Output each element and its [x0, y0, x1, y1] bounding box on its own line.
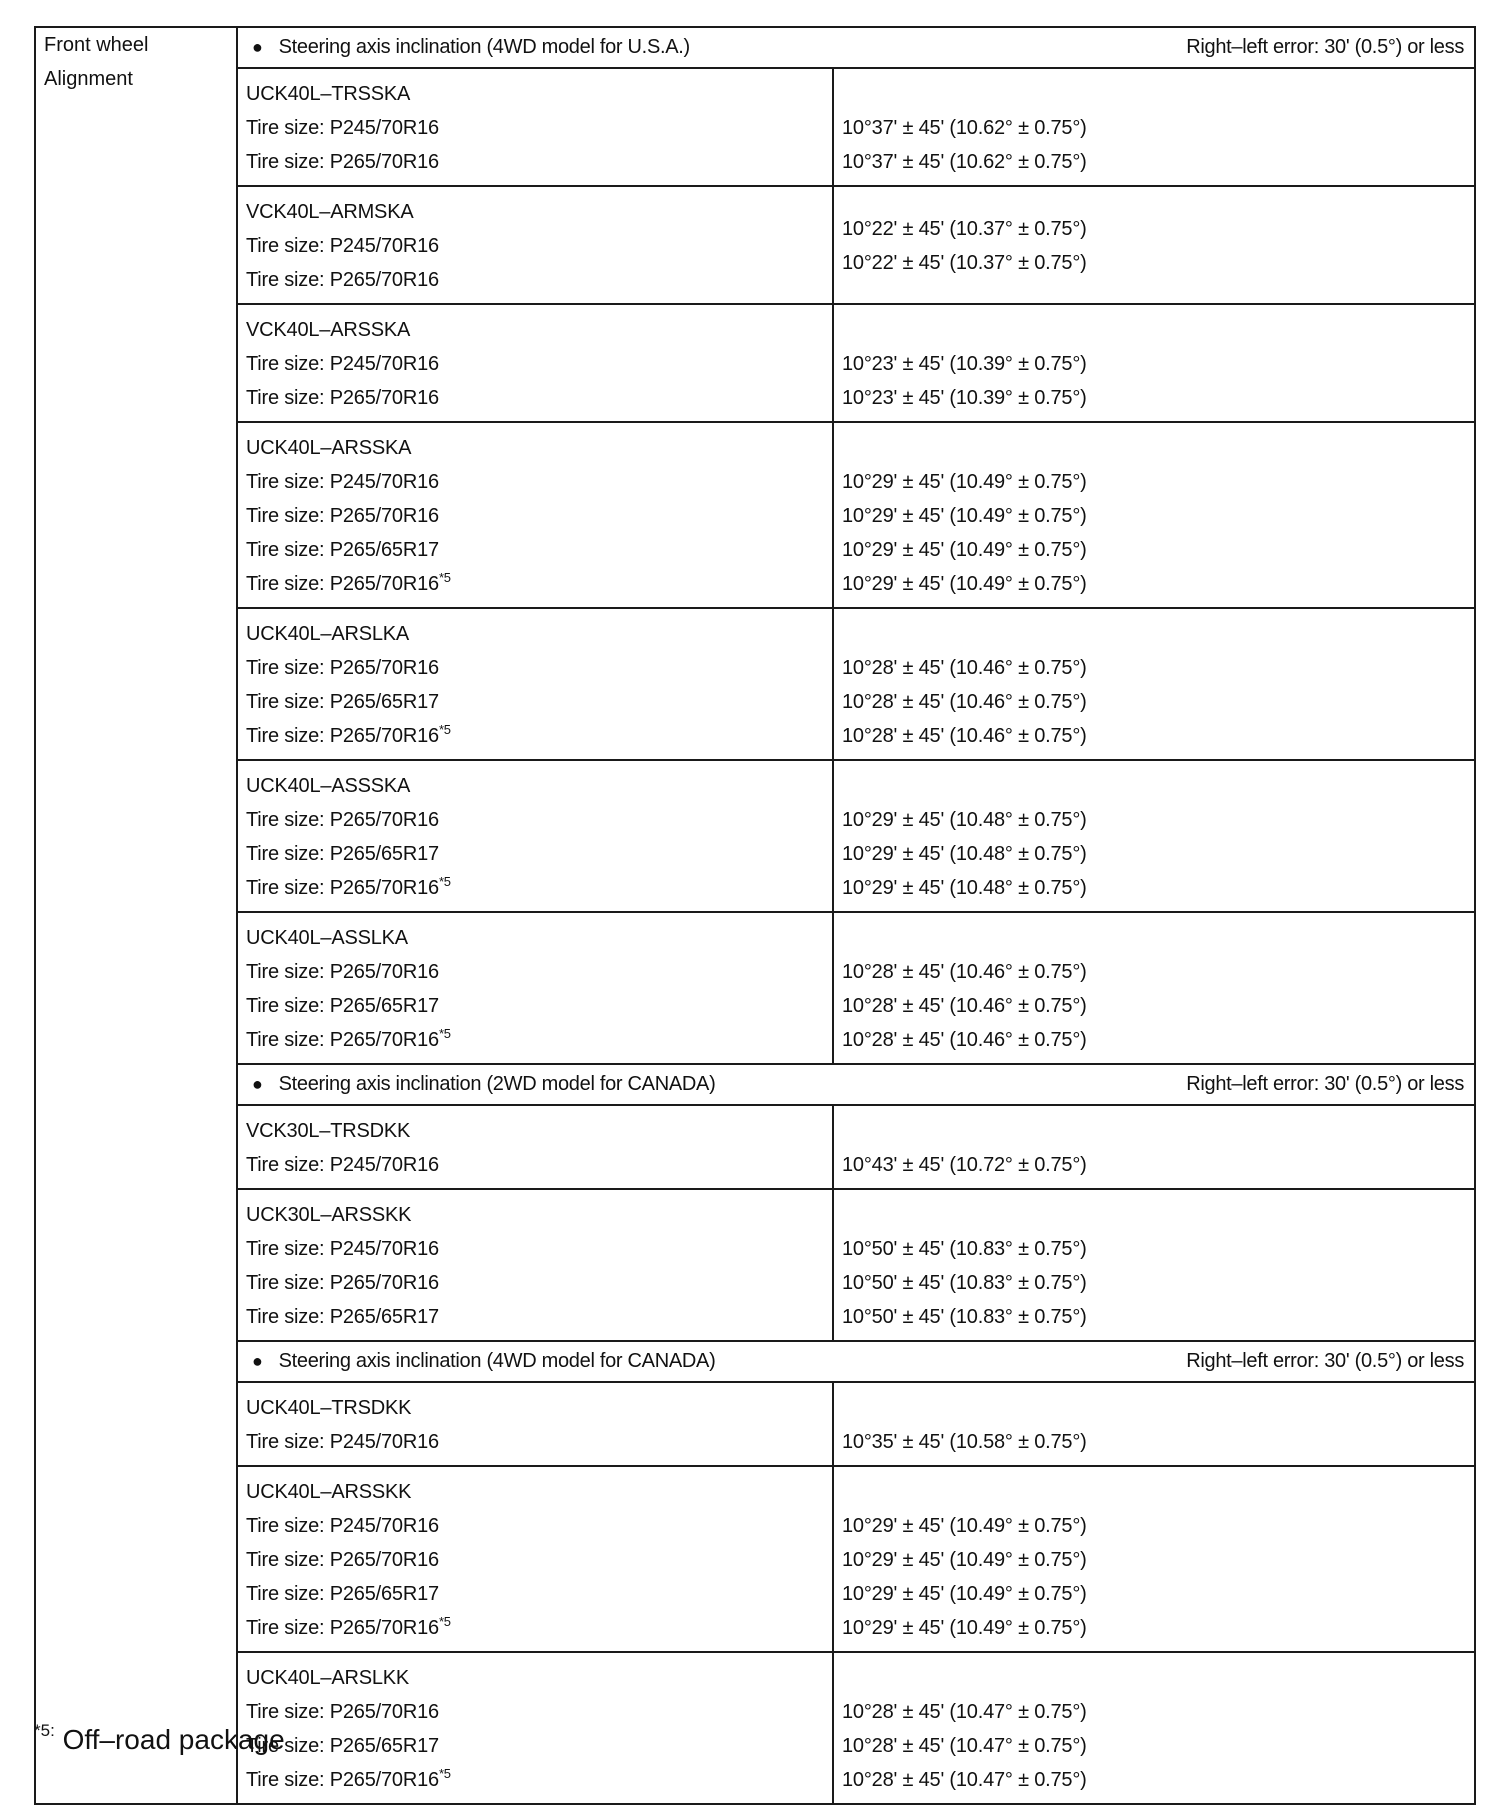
tire-size-text: Tire size: P265/70R16 — [246, 809, 439, 831]
tire-size — [246, 1300, 832, 1334]
inclination-value: 10°29' ± 45' (10.49° ± 0.75°) — [842, 1515, 1087, 1537]
footnote-ref: *5 — [438, 570, 451, 585]
model-cell — [237, 1466, 833, 1652]
value-cell — [833, 422, 1475, 608]
inclination-value: 10°28' ± 45' (10.47° ± 0.75°) — [842, 1735, 1087, 1757]
model-code: UCK40L–TRSDKK — [246, 1397, 412, 1419]
inclination-value: 10°29' ± 45' (10.48° ± 0.75°) — [842, 877, 1087, 899]
inclination-value: 10°22' ± 45' (10.37° ± 0.75°) — [842, 252, 1087, 274]
model-row — [35, 1466, 1475, 1652]
tire-size-text: Tire size: P265/70R16 — [246, 1549, 439, 1571]
tire-size — [246, 685, 832, 719]
tire-size-text: Tire size: P245/70R16 — [246, 353, 439, 375]
model-row — [35, 1105, 1475, 1189]
tire-size — [246, 837, 832, 871]
inclination-value: 10°28' ± 45' (10.46° ± 0.75°) — [842, 725, 1087, 747]
model-row — [35, 912, 1475, 1064]
tire-size — [246, 1425, 832, 1459]
inclination-value: 10°29' ± 45' (10.49° ± 0.75°) — [842, 539, 1087, 561]
section-header-row — [35, 1064, 1475, 1105]
model-cell — [237, 1105, 833, 1189]
model-row — [35, 760, 1475, 912]
inclination-value: 10°37' ± 45' (10.62° ± 0.75°) — [842, 151, 1087, 173]
tire-size — [246, 499, 832, 533]
inclination-value: 10°43' ± 45' (10.72° ± 0.75°) — [842, 1154, 1087, 1176]
row-label-line-2: Alignment — [44, 68, 133, 90]
inclination-value: 10°28' ± 45' (10.46° ± 0.75°) — [842, 657, 1087, 679]
tire-size-text: Tire size: P245/70R16 — [246, 1238, 439, 1260]
tire-size-text: Tire size: P265/70R16 — [246, 657, 439, 679]
model-cell — [237, 760, 833, 912]
inclination-value: 10°29' ± 45' (10.48° ± 0.75°) — [842, 809, 1087, 831]
bullet-icon: ● — [252, 1074, 263, 1094]
tire-size-text: Tire size: P265/70R16 — [246, 269, 439, 291]
tire-size-text: Tire size: P265/70R16 — [246, 573, 439, 595]
tire-size-text: Tire size: P265/70R16 — [246, 505, 439, 527]
tire-size — [246, 1148, 832, 1182]
tire-size — [246, 955, 832, 989]
value-spacer — [842, 431, 1474, 465]
model-code: UCK40L–TRSSKA — [246, 83, 411, 105]
tire-size-text: Tire size: P265/70R16 — [246, 1617, 439, 1639]
value-cell — [833, 68, 1475, 186]
section-header-cell — [237, 27, 1475, 68]
tire-size — [246, 347, 832, 381]
value-spacer — [842, 313, 1474, 347]
value-cell — [833, 1105, 1475, 1189]
footnote — [34, 1721, 285, 1756]
tire-size-text: Tire size: P265/70R16 — [246, 725, 439, 747]
tire-size-text: Tire size: P245/70R16 — [246, 1431, 439, 1453]
model-cell — [237, 1652, 833, 1804]
inclination-value: 10°29' ± 45' (10.49° ± 0.75°) — [842, 1549, 1087, 1571]
tire-size — [246, 111, 832, 145]
section-tolerance: Right–left error: 30' (0.5°) or less — [1186, 1350, 1465, 1372]
section-title: Steering axis inclination (2WD model for CANADA) — [278, 1073, 716, 1095]
section-tolerance: Right–left error: 30' (0.5°) or less — [1186, 1073, 1465, 1095]
tire-size — [246, 803, 832, 837]
tire-size-text: Tire size: P265/70R16 — [246, 1769, 439, 1791]
tire-size — [246, 1023, 832, 1057]
alignment-spec-table — [34, 26, 1476, 1805]
tire-size-text: Tire size: P245/70R16 — [246, 117, 439, 139]
tire-size — [246, 381, 832, 415]
model-code: UCK40L–ARSLKA — [246, 623, 410, 645]
inclination-value: 10°37' ± 45' (10.62° ± 0.75°) — [842, 117, 1087, 139]
inclination-value: 10°35' ± 45' (10.58° ± 0.75°) — [842, 1431, 1087, 1453]
inclination-value: 10°29' ± 45' (10.49° ± 0.75°) — [842, 471, 1087, 493]
model-cell — [237, 422, 833, 608]
tire-size — [246, 719, 832, 753]
tire-size-text: Tire size: P265/70R16 — [246, 877, 439, 899]
model-row — [35, 422, 1475, 608]
tire-size-text: Tire size: P265/65R17 — [246, 995, 439, 1017]
value-cell — [833, 760, 1475, 912]
model-cell — [237, 608, 833, 760]
inclination-value: 10°29' ± 45' (10.48° ± 0.75°) — [842, 843, 1087, 865]
section-header-cell — [237, 1064, 1475, 1105]
spec-table-body — [35, 27, 1475, 1804]
section-header-row — [35, 1341, 1475, 1382]
inclination-value: 10°28' ± 45' (10.47° ± 0.75°) — [842, 1769, 1087, 1791]
footnote-mark: *5: — [34, 1721, 55, 1740]
tire-size-text: Tire size: P265/70R16 — [246, 1029, 439, 1051]
model-code: UCK30L–ARSSKK — [246, 1204, 412, 1226]
tire-size-text: Tire size: P265/70R16 — [246, 151, 439, 173]
model-cell — [237, 912, 833, 1064]
footnote-ref: *5 — [438, 874, 451, 889]
model-code: VCK40L–ARMSKA — [246, 201, 414, 223]
inclination-value: 10°29' ± 45' (10.49° ± 0.75°) — [842, 573, 1087, 595]
section-title: Steering axis inclination (4WD model for CANADA) — [278, 1350, 716, 1372]
footnote-text: Off–road package — [54, 1724, 285, 1755]
inclination-value: 10°28' ± 45' (10.46° ± 0.75°) — [842, 995, 1087, 1017]
tire-size — [246, 229, 832, 263]
value-spacer — [842, 1198, 1474, 1232]
tire-size — [246, 1729, 832, 1763]
footnote-ref: *5 — [438, 722, 451, 737]
inclination-value: 10°50' ± 45' (10.83° ± 0.75°) — [842, 1238, 1087, 1260]
inclination-value: 10°29' ± 45' (10.49° ± 0.75°) — [842, 1617, 1087, 1639]
value-cell — [833, 186, 1475, 304]
value-cell — [833, 304, 1475, 422]
inclination-value: 10°50' ± 45' (10.83° ± 0.75°) — [842, 1272, 1087, 1294]
tire-size-text: Tire size: P245/70R16 — [246, 1515, 439, 1537]
tire-size — [246, 567, 832, 601]
tire-size-text: Tire size: P265/65R17 — [246, 1735, 439, 1757]
section-header — [248, 1342, 1464, 1381]
model-cell — [237, 304, 833, 422]
value-spacer — [842, 1391, 1474, 1425]
model-code: UCK40L–ARSLKK — [246, 1667, 410, 1689]
value-spacer — [842, 1661, 1474, 1695]
tire-size-text: Tire size: P265/70R16 — [246, 1272, 439, 1294]
value-cell — [833, 1466, 1475, 1652]
tire-size — [246, 1577, 832, 1611]
value-spacer — [842, 195, 1474, 212]
tire-size — [246, 651, 832, 685]
model-row — [35, 68, 1475, 186]
model-cell — [237, 68, 833, 186]
tire-size — [246, 1695, 832, 1729]
tire-size-text: Tire size: P245/70R16 — [246, 471, 439, 493]
tire-size — [246, 1509, 832, 1543]
section-header-cell — [237, 1341, 1475, 1382]
footnote-ref: *5 — [438, 1766, 451, 1781]
model-cell — [237, 1189, 833, 1341]
section-header-left — [248, 1350, 715, 1373]
row-label-cell — [35, 27, 237, 1804]
inclination-value: 10°29' ± 45' (10.49° ± 0.75°) — [842, 505, 1087, 527]
tire-size-text: Tire size: P245/70R16 — [246, 1154, 439, 1176]
model-row — [35, 1382, 1475, 1466]
spec-document — [34, 26, 1474, 1805]
inclination-value: 10°29' ± 45' (10.49° ± 0.75°) — [842, 1583, 1087, 1605]
value-spacer — [842, 769, 1474, 803]
model-code: VCK30L–TRSDKK — [246, 1120, 411, 1142]
tire-size — [246, 1266, 832, 1300]
tire-size-text: Tire size: P265/65R17 — [246, 1583, 439, 1605]
tire-size-text: Tire size: P265/65R17 — [246, 843, 439, 865]
bullet-icon: ● — [252, 37, 263, 57]
model-row — [35, 186, 1475, 304]
value-spacer — [842, 617, 1474, 651]
inclination-value: 10°50' ± 45' (10.83° ± 0.75°) — [842, 1306, 1087, 1328]
tire-size-text: Tire size: P265/65R17 — [246, 539, 439, 561]
section-header-row — [35, 27, 1475, 68]
footnote-ref: *5 — [438, 1026, 451, 1041]
value-cell — [833, 1382, 1475, 1466]
tire-size — [246, 1763, 832, 1797]
inclination-value: 10°28' ± 45' (10.46° ± 0.75°) — [842, 1029, 1087, 1051]
value-spacer — [842, 1114, 1474, 1148]
tire-size — [246, 533, 832, 567]
model-code: UCK40L–ASSLKA — [246, 927, 408, 949]
section-header-left — [248, 1073, 715, 1096]
inclination-value: 10°28' ± 45' (10.46° ± 0.75°) — [842, 961, 1087, 983]
value-spacer — [842, 921, 1474, 955]
model-row — [35, 304, 1475, 422]
value-cell — [833, 608, 1475, 760]
value-cell — [833, 1652, 1475, 1804]
inclination-value: 10°28' ± 45' (10.46° ± 0.75°) — [842, 691, 1087, 713]
tire-size-text: Tire size: P265/70R16 — [246, 387, 439, 409]
inclination-value: 10°23' ± 45' (10.39° ± 0.75°) — [842, 387, 1087, 409]
model-code: UCK40L–ARSSKA — [246, 437, 412, 459]
section-title: Steering axis inclination (4WD model for U.S.A.) — [278, 36, 690, 58]
inclination-value: 10°22' ± 45' (10.37° ± 0.75°) — [842, 218, 1087, 240]
tire-size-text: Tire size: P265/70R16 — [246, 1701, 439, 1723]
value-spacer — [842, 1475, 1474, 1509]
value-cell — [833, 912, 1475, 1064]
row-label-line-1: Front wheel — [44, 34, 149, 56]
value-cell — [833, 1189, 1475, 1341]
model-code: UCK40L–ARSSKK — [246, 1481, 412, 1503]
section-header-left — [248, 36, 690, 59]
model-row — [35, 608, 1475, 760]
tire-size-text: Tire size: P265/65R17 — [246, 1306, 439, 1328]
tire-size — [246, 263, 832, 297]
model-cell — [237, 186, 833, 304]
value-spacer — [842, 77, 1474, 111]
model-cell — [237, 1382, 833, 1466]
tire-size — [246, 871, 832, 905]
inclination-value: 10°23' ± 45' (10.39° ± 0.75°) — [842, 353, 1087, 375]
tire-size — [246, 145, 832, 179]
tire-size — [246, 1543, 832, 1577]
section-header — [248, 1065, 1464, 1104]
section-tolerance: Right–left error: 30' (0.5°) or less — [1186, 36, 1465, 58]
tire-size-text: Tire size: P265/70R16 — [246, 961, 439, 983]
tire-size-text: Tire size: P245/70R16 — [246, 235, 439, 257]
model-row — [35, 1189, 1475, 1341]
tire-size — [246, 465, 832, 499]
tire-size — [246, 1611, 832, 1645]
tire-size — [246, 1232, 832, 1266]
section-header — [248, 28, 1464, 67]
footnote-ref: *5 — [438, 1614, 451, 1629]
tire-size-text: Tire size: P265/65R17 — [246, 691, 439, 713]
tire-size — [246, 989, 832, 1023]
model-code: UCK40L–ASSSKA — [246, 775, 411, 797]
bullet-icon: ● — [252, 1351, 263, 1371]
model-code: VCK40L–ARSSKA — [246, 319, 411, 341]
inclination-value: 10°28' ± 45' (10.47° ± 0.75°) — [842, 1701, 1087, 1723]
